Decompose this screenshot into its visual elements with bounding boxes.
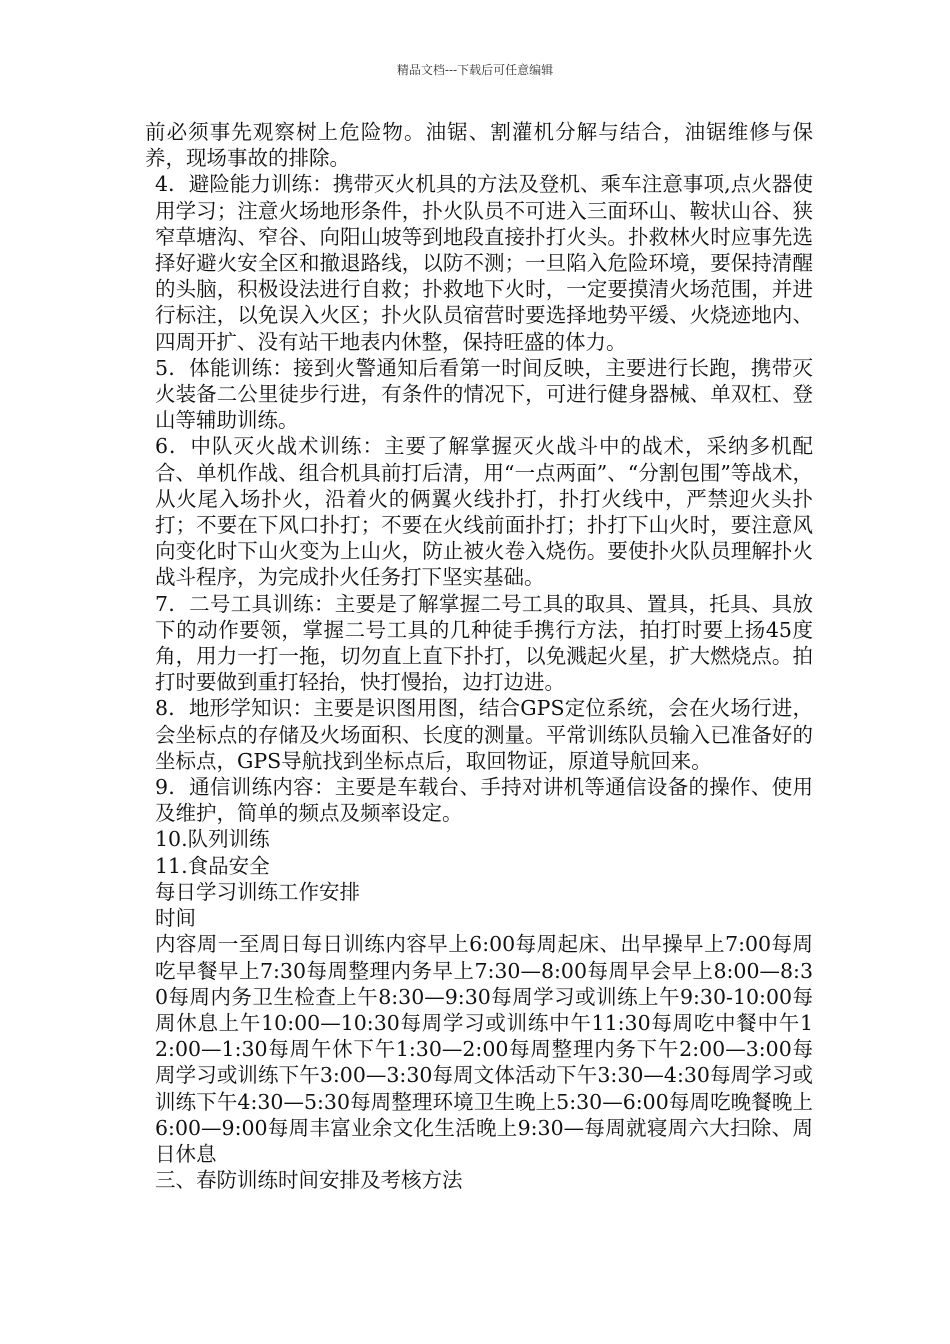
paragraph-daily-schedule-content: 内容周一至周日每日训练内容早上6:00每周起床、出早操早上7:00每周吃早餐早上7:30每周整理内务早上7:30—8:00每周早会早上8:00—8:30每周内务卫生检查上午8:30—9:30每周学习或训练上午9:30-10:00每周休息上午10:00—10:30每周学习或训练中午11:30每周吃中餐中午12:00—1:30每周午休下午1:30—2:00每周整理内务下午2:00—3:00每周学习或训练下午3:00—3:30每周文体活动下午3:30—4:30每周学习或训练下午4:30—5:30每周整理环境卫生晚上5:30—6:00每周吃晚餐晚上6:00—9:00每周丰富业余文化生活晚上9:30—每周就寝周六大扫除、周日休息 [155, 932, 813, 1166]
document-body [145, 119, 813, 1193]
paragraph-tree-hazards: 前必须事先观察树上危险物。油锯、割灌机分解与结合，油锯维修与保养，现场事故的排除。 [145, 120, 813, 171]
paragraph-squad-tactics-training: 6．中队灭火战术训练：主要了解掌握灭火战斗中的战术，采纳多机配合、单机作战、组合机具前打后清，用“一点两面”、“分割包围”等战术，从火尾入场扑火，沿着火的俩翼火线扑打，扑打火线中，严禁迎火头扑打；不要在下风口扑打；不要在火线前面扑打；扑打下山火时，要注意风向变化时下山火变为上山火，防止被火卷入烧伤。要使扑火队员理解扑火战斗程序，为完成扑火任务打下坚实基础。 [155, 434, 813, 590]
paragraph-drill-training: 10.队列训练 [155, 827, 270, 852]
paragraph-communication-training: 9．通信训练内容：主要是车载台、手持对讲机等通信设备的操作、使用及维护，简单的频点及频率设定。 [155, 775, 813, 826]
paragraph-tool-two-training: 7．二号工具训练：主要是了解掌握二号工具的取具、置具，托具、具放下的动作要领，掌握二号工具的几种徒手携行方法，拍打时要上扬45度角，用力一打一拖，切勿直上直下扑打，以免溅起火星，扩大燃烧点。拍打时要做到重打轻抬，快打慢抬，边打边进。 [155, 591, 813, 695]
paragraph-food-safety: 11.食品安全 [155, 853, 270, 878]
paragraph-daily-schedule-heading: 每日学习训练工作安排 [155, 879, 360, 904]
paragraph-risk-avoidance-training: 4．避险能力训练：携带灭火机具的方法及登机、乘车注意事项,点火器使用学习；注意火场地形条件，扑火队员不可进入三面环山、鞍状山谷、狭窄草塘沟、窄谷、向阳山坡等到地段直接扑打火头。扑救林火时应事先选择好避火安全区和撤退路线，以防不测；一旦陷入危险环境，要保持清醒的头脑，积极设法进行自救；扑救地下火时，一定要摸清火场范围，并进行标注，以免误入火区；扑火队员宿营时要选择地势平缓、火烧迹地内、四周开扩、没有站干地表内休整，保持旺盛的体力。 [155, 172, 813, 354]
page-header: 精品文档---下载后可任意编辑 [396, 63, 554, 77]
paragraph-topography-knowledge: 8．地形学知识：主要是识图用图，结合GPS定位系统，会在火场行进，会坐标点的存储及火场面积、长度的测量。平常训练队员输入已准备好的坐标点，GPS导航找到坐标点后，取回物证，原道导航回来。 [155, 696, 813, 773]
paragraph-section-three-heading: 三、春防训练时间安排及考核方法 [155, 1168, 463, 1193]
paragraph-time-label: 时间 [155, 906, 196, 931]
paragraph-fitness-training: 5．体能训练：接到火警通知后看第一时间反映，主要进行长跑，携带灭火装备二公里徒步行进，有条件的情况下，可进行健身器械、单双杠、登山等辅助训练。 [155, 355, 813, 433]
